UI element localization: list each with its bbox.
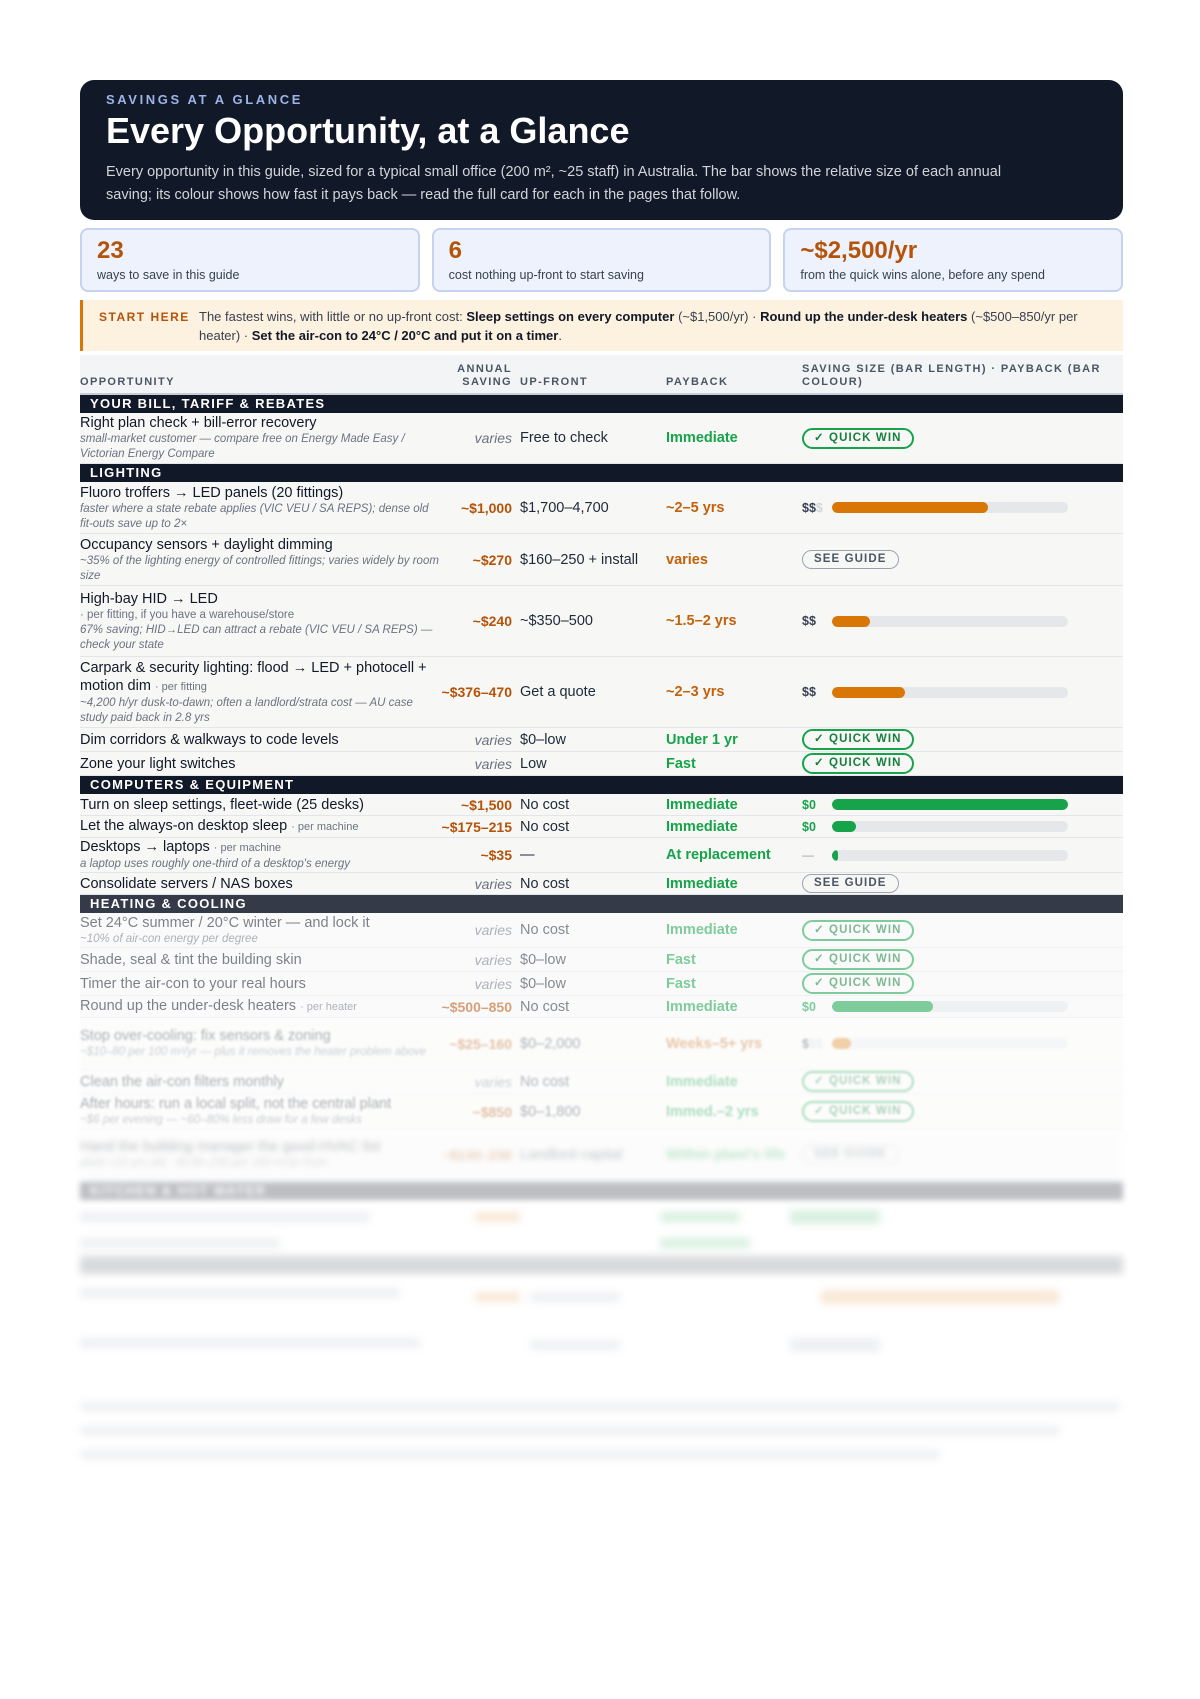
saving-cell: ~$376–470 <box>441 684 512 700</box>
opportunity-cell <box>80 837 440 873</box>
opportunity-cell <box>80 974 440 994</box>
upfront-cell: No cost <box>520 875 570 892</box>
table-row <box>80 1130 1123 1180</box>
blur-block <box>790 1338 880 1352</box>
payback-cell: Immediate <box>666 796 738 813</box>
bar-cell <box>802 949 1123 970</box>
opportunity-title: Consolidate servers / NAS boxes <box>80 875 293 892</box>
opportunity-title: Shade, seal & tint the building skin <box>80 951 302 968</box>
opportunity-cell <box>80 1026 440 1061</box>
quick-win-badge: ✓ QUICK WIN <box>802 973 914 994</box>
blur-block <box>660 1212 740 1222</box>
blur-block <box>80 1238 280 1248</box>
opportunity-cell <box>80 730 440 750</box>
saving-bar <box>832 502 988 513</box>
table-header <box>80 355 1123 395</box>
upfront-cell: No cost <box>520 796 570 813</box>
col-bar: SAVING SIZE (BAR LENGTH) · PAYBACK (BAR COLOUR) <box>802 363 1101 388</box>
table-row <box>80 752 1123 776</box>
see-guide-badge: SEE GUIDE <box>802 874 899 893</box>
opportunity-cell <box>80 535 440 585</box>
see-guide-badge: SEE GUIDE <box>802 1145 899 1164</box>
saving-bar-track <box>832 799 1068 810</box>
opportunity-cell <box>80 913 440 948</box>
opportunity-title: After hours: run a local split, not the central plant <box>80 1096 392 1112</box>
size-text: $ <box>802 1036 809 1051</box>
payback-cell: Under 1 yr <box>666 731 738 748</box>
upfront-cell: $0–low <box>520 951 566 968</box>
col-saving: ANNUAL SAVING <box>457 363 512 388</box>
start-here-tag: START HERE <box>99 310 190 324</box>
title-text: Let the always-on desktop sleep <box>80 818 288 834</box>
size-label: $0 <box>802 819 816 834</box>
page <box>80 80 1123 1494</box>
saving-bar <box>832 1001 933 1012</box>
start-item: Round up the under-desk heaters <box>760 309 968 324</box>
saving-cell: ~$500–850 <box>441 998 512 1015</box>
blur-block <box>80 1402 1120 1411</box>
size-label: — <box>802 848 814 862</box>
opportunity-note: plant >10 yrs old; ~$130–230 per 100 m²/yr from <box>80 1157 327 1169</box>
size-label <box>802 501 832 515</box>
title-text: Carpark & security lighting: flood → LED + photocell + motion dim <box>80 659 427 694</box>
blur-block <box>530 1292 620 1302</box>
payback-cell: Immediate <box>666 875 738 892</box>
payback-cell: Immediate <box>666 922 738 938</box>
opportunity-title <box>80 838 440 857</box>
intro-text: Every opportunity in this guide, sized for a typical small office (200 m², ~25 staff) in Australia. The bar shows the relative size of each annual saving; its colour shows how fast it pays back — read the full card for each in the pages that follow. <box>106 164 1002 203</box>
page-title: Every Opportunity, at a Glance <box>106 110 630 151</box>
opportunity-cell <box>80 483 440 533</box>
upfront-cell: $0–1,800 <box>520 1103 581 1120</box>
opportunity-title: Timer the air-con to your real hours <box>80 975 306 992</box>
opportunity-note: ~35% of the lighting energy of controlled fittings; varies widely by room size <box>80 554 439 582</box>
blurred-rows <box>80 1200 1123 1256</box>
payback-cell: Fast <box>666 975 696 992</box>
bar-cell <box>802 920 1123 941</box>
opportunity-cell <box>80 658 440 727</box>
saving-cell: varies <box>474 951 512 968</box>
table-row <box>80 1094 1123 1130</box>
see-guide-badge: SEE GUIDE <box>802 550 899 569</box>
saving-bar <box>832 850 838 861</box>
opportunity-note: ~4,200 h/yr dusk-to-dawn; often a landlord/strata cost — AU case study paid back in 2.8 yrs <box>80 696 413 724</box>
upfront-cell: No cost <box>520 1073 570 1090</box>
bar-cell <box>802 1037 1123 1051</box>
table-row <box>80 972 1123 996</box>
table-row <box>80 996 1123 1018</box>
blur-block <box>475 1292 520 1302</box>
opportunity-note: ~10% of air-con energy per degree <box>80 932 258 945</box>
payback-cell: ~2–3 yrs <box>666 684 725 700</box>
opportunity-cell <box>80 1094 440 1129</box>
saving-bar-track <box>832 616 1068 627</box>
bar-cell <box>802 614 1123 628</box>
opportunity-note: ~$10–80 per 100 m²/yr — plus it removes the heater problem above <box>80 1046 427 1058</box>
upfront-cell: Landlord capital <box>520 1146 623 1163</box>
table-row <box>80 728 1123 752</box>
bar-cell <box>802 1101 1123 1122</box>
saving-bar-track <box>832 502 1068 513</box>
opportunity-title: Fluoro troffers → LED panels (20 fittings) <box>80 484 344 501</box>
opportunity-title <box>80 817 440 836</box>
size-label: $0 <box>802 999 816 1014</box>
blur-block <box>820 1290 1060 1304</box>
stat-value: 6 <box>448 237 463 264</box>
saving-cell: varies <box>474 922 512 938</box>
blur-block <box>80 1450 940 1459</box>
table-row <box>80 948 1123 972</box>
upfront-cell: Free to check <box>520 430 608 446</box>
table-row <box>80 816 1123 838</box>
eyebrow: SAVINGS AT A GLANCE <box>106 92 303 107</box>
payback-cell: Weeks–5+ yrs <box>666 1035 763 1052</box>
saving-cell: varies <box>474 875 512 892</box>
opportunity-cell <box>80 816 440 837</box>
saving-cell: varies <box>474 430 512 446</box>
bar-cell <box>802 973 1123 994</box>
quick-win-badge: ✓ QUICK WIN <box>802 753 914 774</box>
blurred-footnotes <box>80 1394 1123 1494</box>
payback-cell: Within plant's life <box>666 1146 786 1163</box>
header-banner <box>80 80 1123 220</box>
quick-win-badge: ✓ QUICK WIN <box>802 920 914 941</box>
upfront-cell: $0–2,000 <box>520 1035 581 1052</box>
payback-cell: At replacement <box>666 847 771 863</box>
saving-cell: ~$35 <box>480 847 512 863</box>
opportunity-cell <box>80 874 440 894</box>
blur-block <box>80 1288 400 1298</box>
size-label: $$ <box>802 685 816 699</box>
opportunity-cell <box>80 996 440 1017</box>
payback-cell: Immediate <box>666 1073 738 1090</box>
opportunity-note: 67% saving; HID→LED can attract a rebate (VIC VEU / SA REPS) — check your state <box>80 623 433 651</box>
stat-card <box>80 228 420 292</box>
table-row <box>80 586 1123 657</box>
saving-bar-track <box>832 1038 1068 1049</box>
bar-cell <box>802 550 1123 569</box>
table-row <box>80 794 1123 816</box>
table-row <box>80 657 1123 728</box>
payback-cell: ~2–5 yrs <box>666 499 725 516</box>
start-note: (~$1,500/yr) · <box>678 309 757 324</box>
illegible-content <box>80 1200 1123 1494</box>
saving-bar-track <box>832 687 1068 698</box>
payback-cell: Immed.–2 yrs <box>666 1103 759 1120</box>
bar-cell <box>802 729 1123 750</box>
section-heading: KITCHEN & HOT WATER <box>80 1182 1123 1200</box>
table-row <box>80 534 1123 586</box>
saving-cell: varies <box>474 975 512 992</box>
quick-win-badge: ✓ QUICK WIN <box>802 428 914 449</box>
table-row <box>80 1070 1123 1094</box>
col-payback: PAYBACK <box>666 376 729 388</box>
bar-cell <box>802 798 1123 812</box>
quick-win-badge: ✓ QUICK WIN <box>802 729 914 750</box>
opportunity-title <box>80 659 440 696</box>
col-opportunity: OPPORTUNITY <box>80 376 175 388</box>
saving-bar <box>832 687 905 698</box>
start-end: . <box>558 328 562 343</box>
size-label: $$ <box>802 614 816 628</box>
saving-cell: ~$850 <box>472 1103 512 1120</box>
stat-label: ways to save in this guide <box>97 268 240 282</box>
payback-cell: Immediate <box>666 998 738 1015</box>
opportunity-title: Set 24°C summer / 20°C winter — and lock it <box>80 914 370 931</box>
bar-cell <box>802 848 1123 862</box>
saving-bar-track <box>832 821 1068 832</box>
opportunity-title: Occupancy sensors + daylight dimming <box>80 536 333 553</box>
saving-cell: ~$1,500 <box>461 796 512 813</box>
table-row <box>80 913 1123 948</box>
saving-cell: varies <box>474 731 512 748</box>
bar-cell <box>802 685 1123 699</box>
payback-cell: ~1.5–2 yrs <box>666 613 737 629</box>
section-heading: COMPUTERS & EQUIPMENT <box>80 776 1123 794</box>
bar-cell <box>802 753 1123 774</box>
saving-cell: ~$25–160 <box>449 1035 512 1052</box>
stat-card <box>432 228 772 292</box>
saving-bar <box>832 799 1068 810</box>
opportunity-note: small-market customer — compare free on Energy Made Easy / Victorian Energy Compare <box>80 433 405 460</box>
blurred-rows <box>80 1274 1123 1394</box>
opportunity-title: Stop over-cooling: fix sensors & zoning <box>80 1028 331 1044</box>
bar-cell <box>802 1000 1123 1014</box>
start-item: Set the air-con to 24°C / 20°C and put it on a timer <box>251 328 559 343</box>
opportunity-note: ~$6 per evening — ~60–80% less draw for a few desks <box>80 1114 362 1126</box>
opportunity-cell <box>80 413 440 463</box>
table-row <box>80 413 1123 464</box>
opportunity-cell <box>80 950 440 970</box>
payback-cell: Immediate <box>666 818 738 835</box>
stat-cards <box>80 228 1123 292</box>
size-label: $0 <box>802 797 816 812</box>
opportunity-title: Turn on sleep settings, fleet-wide (25 desks) <box>80 796 364 813</box>
table-row <box>80 482 1123 534</box>
stat-label: from the quick wins alone, before any spend <box>800 268 1045 282</box>
saving-bar <box>832 1038 851 1049</box>
payback-cell: Immediate <box>666 430 738 446</box>
stat-value: 23 <box>97 237 124 264</box>
opportunity-title: Clean the air-con filters monthly <box>80 1073 284 1090</box>
upfront-cell: $160–250 + install <box>520 551 639 568</box>
blur-block <box>790 1210 880 1224</box>
payback-cell: varies <box>666 551 708 568</box>
blur-section-bar <box>80 1256 1123 1274</box>
opportunity-cell <box>80 795 440 815</box>
blur-block <box>530 1340 620 1350</box>
upfront-cell: No cost <box>520 818 570 835</box>
quick-win-badge: ✓ QUICK WIN <box>802 949 914 970</box>
opportunity-unit: · per machine <box>213 842 282 854</box>
payback-cell: Fast <box>666 755 696 772</box>
upfront-cell: $1,700–4,700 <box>520 499 609 516</box>
bar-cell <box>802 501 1123 515</box>
upfront-cell: $0–low <box>520 731 566 748</box>
opportunity-cell <box>80 754 440 774</box>
stat-card <box>783 228 1123 292</box>
section-heading: HEATING & COOLING <box>80 895 1123 913</box>
blur-block <box>475 1212 520 1222</box>
opportunity-unit: · per fitting, if you have a warehouse/store <box>80 608 295 621</box>
stat-value: ~$2,500/yr <box>800 237 918 264</box>
start-note: (~$500–850/yr per heater) · <box>199 309 1078 343</box>
opportunity-title: Zone your light switches <box>80 755 236 772</box>
bar-cell <box>802 874 1123 893</box>
saving-cell: varies <box>474 1073 512 1090</box>
saving-cell: ~$270 <box>472 551 512 568</box>
opportunity-title: Dim corridors & walkways to code levels <box>80 731 339 748</box>
blur-block <box>80 1426 1060 1435</box>
title-text: Round up the under-desk heaters <box>80 998 297 1014</box>
upfront-cell: No cost <box>520 998 570 1015</box>
bar-cell <box>802 1145 1123 1164</box>
opportunity-unit: · per fitting <box>154 680 207 693</box>
size-dim: $ <box>815 500 823 515</box>
opportunity-cell <box>80 1072 440 1092</box>
saving-cell: ~$175–215 <box>441 818 512 835</box>
faded-rows <box>80 1018 1123 1130</box>
size-text: $$ <box>802 500 816 515</box>
opportunity-title: High-bay HID → LED <box>80 590 218 607</box>
saving-bar <box>832 616 870 627</box>
table-row <box>80 873 1123 895</box>
faded-rows <box>80 1130 1123 1200</box>
saving-cell: ~$240 <box>472 613 512 629</box>
title-text: Desktops → laptops <box>80 839 210 855</box>
start-here-callout <box>80 300 1123 351</box>
saving-cell: ~$1,000 <box>461 499 512 516</box>
saving-cell: ~$130–230 <box>441 1146 512 1163</box>
blur-block <box>80 1212 370 1222</box>
table-row <box>80 1018 1123 1070</box>
bar-cell <box>802 820 1123 834</box>
faded-rows <box>80 913 1123 1018</box>
size-label <box>802 1037 832 1051</box>
upfront-cell: — <box>520 847 535 863</box>
quick-win-badge: ✓ QUICK WIN <box>802 1101 914 1122</box>
opportunity-title <box>80 997 440 1016</box>
section-heading: YOUR BILL, TARIFF & REBATES <box>80 395 1123 413</box>
bar-cell <box>802 1071 1123 1092</box>
blur-block <box>80 1338 420 1348</box>
saving-bar-track <box>832 850 1068 861</box>
payback-cell: Fast <box>666 951 696 968</box>
upfront-cell: Low <box>520 755 547 772</box>
upfront-cell: $0–low <box>520 975 566 992</box>
blur-block <box>660 1238 750 1248</box>
stat-label: cost nothing up-front to start saving <box>448 268 644 282</box>
opportunity-cell <box>80 1137 440 1172</box>
opportunity-unit: · per machine <box>291 821 359 833</box>
opportunity-title: Hand the building manager the good-HVAC list <box>80 1139 381 1155</box>
size-dim: $$ <box>808 1036 823 1051</box>
start-here-text <box>199 307 1107 344</box>
saving-bar <box>832 821 856 832</box>
opportunity-cell <box>80 589 440 654</box>
upfront-cell: ~$350–500 <box>520 613 593 629</box>
opportunity-note: faster where a state rebate applies (VIC VEU / SA REPS); dense old fit-outs save up to 2× <box>80 502 429 530</box>
opportunity-note: a laptop uses roughly one-third of a desktop's energy <box>80 858 351 870</box>
saving-cell: varies <box>474 755 512 772</box>
start-item: Sleep settings on every computer <box>466 309 675 324</box>
saving-bar-track <box>832 1001 1068 1012</box>
upfront-cell: No cost <box>520 922 570 938</box>
upfront-cell: Get a quote <box>520 684 596 700</box>
col-upfront: UP-FRONT <box>520 376 589 388</box>
bar-cell <box>802 428 1123 449</box>
opportunity-title: Right plan check + bill-error recovery <box>80 415 317 431</box>
opportunity-unit: · per heater <box>300 1001 357 1013</box>
table-row <box>80 838 1123 873</box>
section-heading: LIGHTING <box>80 464 1123 482</box>
quick-win-badge: ✓ QUICK WIN <box>802 1071 914 1092</box>
start-intro: The fastest wins, with little or no up-front cost: <box>199 309 463 324</box>
